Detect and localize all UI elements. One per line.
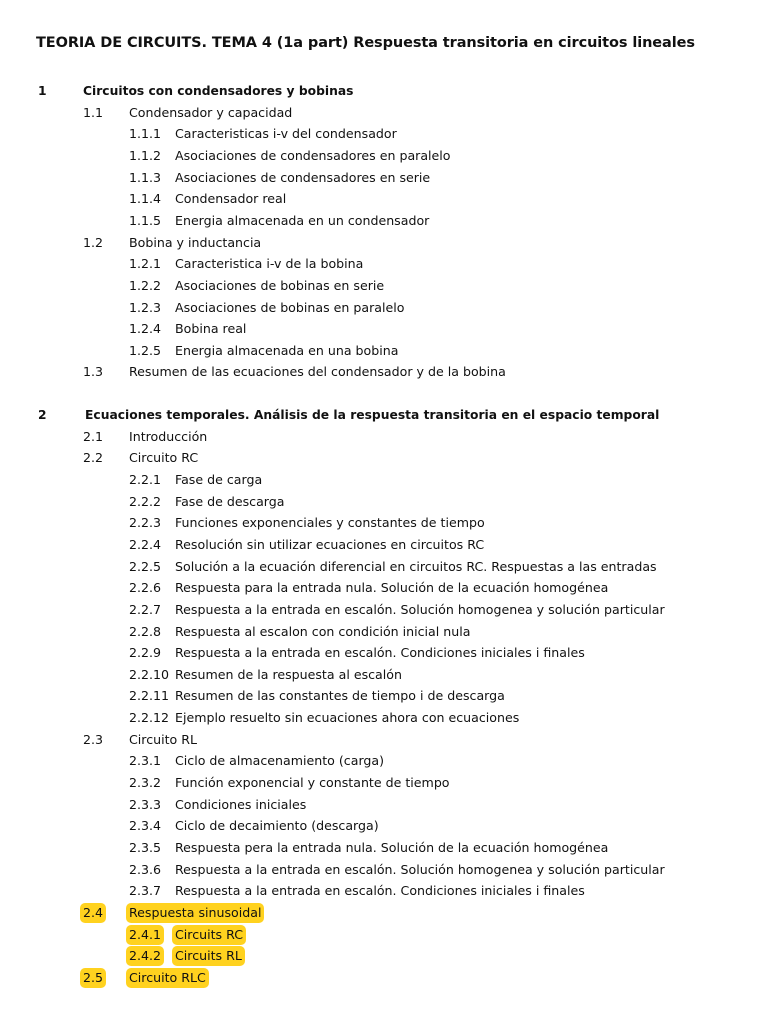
toc-number: 2.4 bbox=[80, 903, 106, 923]
toc-heading: Respuesta a la entrada en escalón. Condiciones iniciales i finales bbox=[175, 883, 585, 899]
toc-entry bbox=[0, 103, 768, 123]
toc-heading: Circuits RL bbox=[172, 946, 245, 966]
toc-entry bbox=[0, 189, 768, 209]
toc-number: 2.2.7 bbox=[129, 601, 162, 617]
toc-heading: Bobina real bbox=[175, 321, 247, 337]
toc-heading: Asociaciones de condensadores en serie bbox=[175, 169, 431, 185]
toc-entry bbox=[0, 686, 768, 706]
toc-entry bbox=[0, 168, 768, 188]
toc-entry bbox=[0, 838, 768, 858]
toc-entry bbox=[0, 513, 768, 533]
toc-heading: Respuesta pera la entrada nula. Solución de la ecuación homogénea bbox=[175, 840, 609, 855]
toc-heading: Función exponencial y constante de tiempo bbox=[175, 775, 450, 791]
toc-number: 2.3.7 bbox=[129, 883, 162, 899]
toc-number: 2.2.9 bbox=[129, 645, 162, 661]
toc-heading: Asociaciones de condensadores en paralelo bbox=[175, 147, 451, 163]
toc-heading: Circuito RLC bbox=[126, 968, 209, 988]
toc-number: 1.2.5 bbox=[129, 342, 162, 358]
toc-number: 1.1.2 bbox=[129, 147, 162, 163]
toc-number: 2.3.6 bbox=[129, 861, 162, 877]
toc-number: 1.1.4 bbox=[129, 191, 162, 207]
toc-entry bbox=[0, 535, 768, 555]
toc-heading: Resumen de la respuesta al escalón bbox=[175, 666, 402, 682]
toc-heading: Fase de descarga bbox=[175, 493, 285, 509]
toc-entry bbox=[0, 730, 768, 750]
toc-heading: Respuesta para la entrada nula. Solución de la ecuación homogénea bbox=[175, 580, 609, 596]
toc-heading: Ecuaciones temporales. Análisis de la respuesta transitoria en el espacio temporal bbox=[85, 408, 660, 422]
toc-number: 2.2.3 bbox=[129, 515, 162, 531]
toc-number: 1 bbox=[38, 84, 47, 98]
toc-number: 2.3.5 bbox=[129, 840, 162, 855]
toc-heading: Respuesta a la entrada en escalón. Condiciones iniciales i finales bbox=[175, 645, 585, 661]
toc-entry bbox=[0, 622, 768, 642]
toc-number: 1.1.5 bbox=[129, 212, 162, 228]
toc-heading: Caracteristica i-v de la bobina bbox=[175, 256, 364, 272]
toc-entry bbox=[0, 600, 768, 620]
toc-number: 2.2.12 bbox=[129, 710, 170, 726]
toc-heading: Ejemplo resuelto sin ecuaciones ahora con ecuaciones bbox=[175, 710, 520, 726]
toc-entry bbox=[0, 903, 768, 923]
toc-number: 2.2.4 bbox=[129, 536, 162, 552]
toc-heading: Bobina y inductancia bbox=[129, 234, 262, 250]
toc-entry bbox=[0, 643, 768, 663]
toc-entry bbox=[0, 405, 768, 425]
toc-entry bbox=[0, 427, 768, 447]
toc-entry bbox=[0, 470, 768, 490]
toc-entry bbox=[0, 276, 768, 296]
toc-number: 2.2.11 bbox=[129, 688, 170, 704]
toc-heading: Circuito RC bbox=[129, 450, 199, 466]
toc-entry bbox=[0, 925, 768, 945]
toc-number: 2.4.2 bbox=[126, 946, 164, 966]
toc-entry bbox=[0, 795, 768, 815]
toc-heading: Resumen de las ecuaciones del condensador y de la bobina bbox=[129, 364, 506, 380]
toc-entry bbox=[0, 968, 768, 988]
toc-heading: Condensador real bbox=[175, 191, 287, 207]
toc-heading: Introducción bbox=[129, 428, 208, 444]
toc-heading: Circuito RL bbox=[129, 731, 198, 747]
toc-entry bbox=[0, 578, 768, 598]
toc-number: 1.1 bbox=[83, 104, 104, 120]
toc-number: 2.5 bbox=[80, 968, 106, 988]
toc-heading: Energia almacenada en una bobina bbox=[175, 342, 399, 358]
toc-entry bbox=[0, 124, 768, 144]
toc-entry bbox=[0, 881, 768, 901]
toc-heading: Energia almacenada en un condensador bbox=[175, 212, 430, 228]
toc-entry bbox=[0, 448, 768, 468]
toc-heading: Condensador y capacidad bbox=[129, 104, 293, 120]
toc-entry bbox=[0, 81, 768, 101]
toc-heading: Ciclo de decaimiento (descarga) bbox=[175, 818, 379, 834]
toc-entry bbox=[0, 362, 768, 382]
toc-number: 2.2 bbox=[83, 450, 104, 466]
toc-heading: Resumen de las constantes de tiempo i de descarga bbox=[175, 688, 505, 704]
toc-entry bbox=[0, 816, 768, 836]
toc-heading: Solución a la ecuación diferencial en circuitos RC. Respuestas a las entradas bbox=[175, 558, 657, 574]
toc-number: 2.3.4 bbox=[129, 818, 162, 834]
toc-entry bbox=[0, 211, 768, 231]
toc-entry bbox=[0, 233, 768, 253]
document-title: TEORIA DE CIRCUITS. TEMA 4 (1a part) Respuesta transitoria en circuitos lineales bbox=[36, 35, 695, 51]
toc-entry bbox=[0, 298, 768, 318]
toc-number: 1.2 bbox=[83, 234, 104, 250]
toc-number: 2.2.8 bbox=[129, 623, 162, 639]
toc-number: 2 bbox=[38, 408, 47, 422]
toc-number: 1.3 bbox=[83, 364, 104, 380]
toc-entry bbox=[0, 751, 768, 771]
toc-number: 2.2.10 bbox=[129, 666, 170, 682]
toc-heading: Ciclo de almacenamiento (carga) bbox=[175, 753, 385, 769]
toc-number: 2.3.3 bbox=[129, 796, 162, 812]
toc-heading: Asociaciones de bobinas en paralelo bbox=[175, 299, 405, 315]
toc-number: 2.2.1 bbox=[129, 471, 162, 487]
toc-number: 2.2.5 bbox=[129, 558, 162, 574]
toc-heading: Respuesta sinusoidal bbox=[126, 903, 264, 923]
toc-entry bbox=[0, 492, 768, 512]
toc-number: 1.2.4 bbox=[129, 321, 162, 337]
toc-entry bbox=[0, 557, 768, 577]
toc-number: 1.2.3 bbox=[129, 299, 162, 315]
toc-heading: Respuesta a la entrada en escalón. Solución homogenea y solución particular bbox=[175, 601, 665, 617]
toc-heading: Respuesta al escalon con condición inicial nula bbox=[175, 623, 471, 639]
toc-number: 1.1.3 bbox=[129, 169, 162, 185]
toc-entry bbox=[0, 254, 768, 274]
toc-heading: Condiciones iniciales bbox=[175, 796, 307, 812]
toc-number: 1.2.2 bbox=[129, 277, 162, 293]
toc-heading: Asociaciones de bobinas en serie bbox=[175, 277, 385, 293]
toc-number: 1.2.1 bbox=[129, 256, 162, 272]
toc-number: 2.3 bbox=[83, 731, 104, 747]
toc-entry bbox=[0, 860, 768, 880]
toc-entry bbox=[0, 946, 768, 966]
toc-entry bbox=[0, 665, 768, 685]
toc-entry bbox=[0, 146, 768, 166]
toc-number: 2.3.2 bbox=[129, 775, 162, 791]
toc-heading: Fase de carga bbox=[175, 471, 263, 487]
toc-number: 1.1.1 bbox=[129, 126, 162, 142]
toc-entry bbox=[0, 319, 768, 339]
toc-heading: Respuesta a la entrada en escalón. Solución homogenea y solución particular bbox=[175, 861, 665, 877]
toc-number: 2.4.1 bbox=[126, 925, 164, 945]
toc-heading: Resolución sin utilizar ecuaciones en circuitos RC bbox=[175, 536, 485, 552]
toc-number: 2.2.2 bbox=[129, 493, 162, 509]
toc-entry bbox=[0, 341, 768, 361]
toc-number: 2.2.6 bbox=[129, 580, 162, 596]
toc-heading: Circuits RC bbox=[172, 925, 246, 945]
toc-heading: Circuitos con condensadores y bobinas bbox=[83, 84, 354, 98]
toc-entry bbox=[0, 773, 768, 793]
toc-heading: Funciones exponenciales y constantes de tiempo bbox=[175, 515, 485, 531]
toc-number: 2.1 bbox=[83, 428, 104, 444]
toc-number: 2.3.1 bbox=[129, 753, 162, 769]
toc-entry bbox=[0, 708, 768, 728]
toc-heading: Caracteristicas i-v del condensador bbox=[175, 126, 397, 142]
